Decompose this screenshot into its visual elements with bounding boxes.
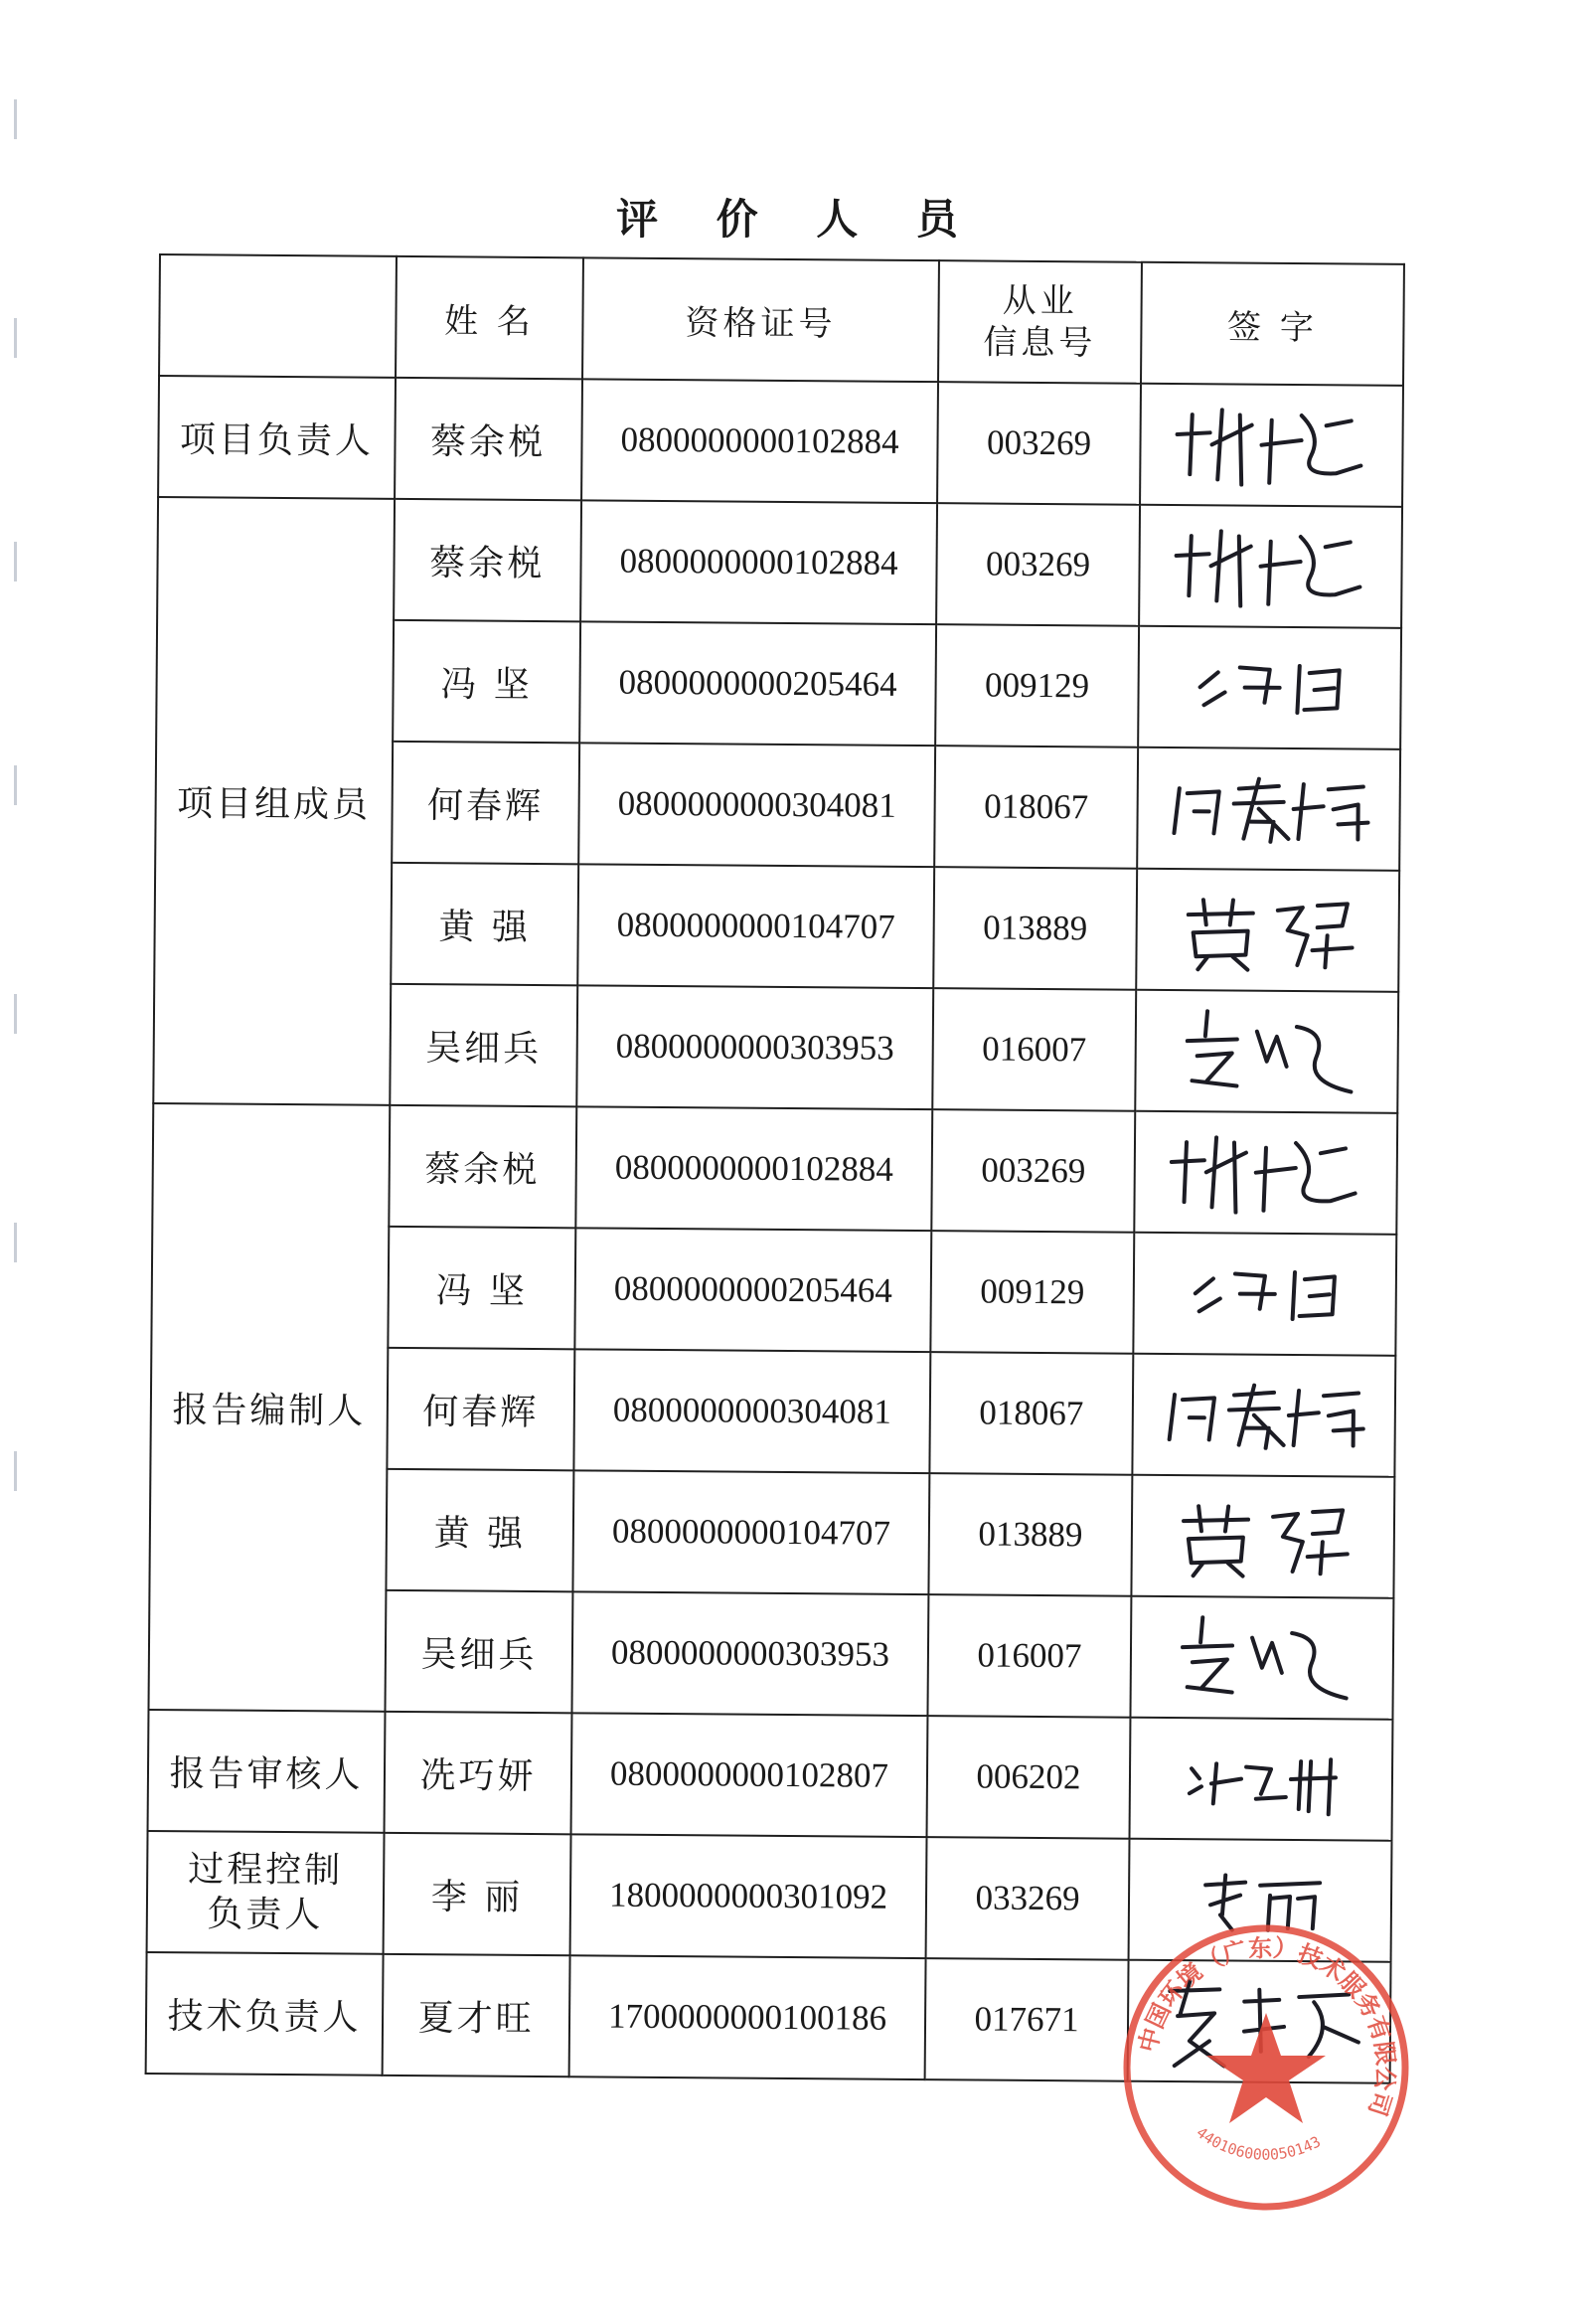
name-cell: 蔡余棁: [395, 378, 582, 500]
signature-cell: [1136, 869, 1399, 992]
signature-cell: [1139, 505, 1402, 628]
signature-huang: [1168, 885, 1367, 976]
info-cell: 013889: [928, 1473, 1132, 1596]
name-cell: 冯 坚: [388, 1227, 575, 1349]
info-cell: 018067: [934, 746, 1138, 869]
seal-ring-text: 中国环境（广东）技术服务有限公司: [1133, 1933, 1400, 2120]
certificate-cell: 0800000000102884: [580, 500, 937, 624]
signature-cell: [1133, 1233, 1396, 1356]
certificate-cell: 0800000000102884: [581, 379, 938, 503]
signature-cell: [1131, 1475, 1394, 1598]
certificate-cell: 1800000000301092: [570, 1834, 927, 1958]
header-signature: 签 字: [1141, 262, 1404, 386]
table-row: [152, 1103, 1397, 1235]
info-cell: 003269: [931, 1109, 1135, 1233]
signature-xian: [1162, 1739, 1361, 1820]
signature-cell: [1140, 384, 1403, 507]
info-cell: 016007: [927, 1594, 1131, 1718]
info-cell: 009129: [935, 624, 1139, 747]
signature-cai: [1156, 1122, 1375, 1224]
certificate-cell: 0800000000205464: [579, 621, 936, 746]
info-cell: 003269: [936, 503, 1140, 626]
certificate-cell: 0800000000303953: [576, 985, 933, 1109]
certificate-cell: 0800000000205464: [574, 1228, 931, 1352]
name-cell: 冼巧妍: [385, 1712, 572, 1834]
certificate-cell: 0800000000304081: [578, 743, 935, 867]
signature-cell: [1132, 1354, 1395, 1477]
signature-cell: [1138, 626, 1401, 749]
signature-cell: [1130, 1718, 1393, 1841]
info-cell: 018067: [929, 1352, 1133, 1475]
table-row: [148, 1710, 1393, 1841]
name-cell: 何春辉: [387, 1348, 574, 1470]
name-cell: 吴细兵: [385, 1590, 572, 1713]
info-cell: 017671: [925, 1958, 1129, 2081]
role-cell: 报告审核人: [148, 1710, 386, 1833]
signature-feng: [1170, 647, 1369, 729]
header-certificate: 资格证号: [582, 257, 939, 382]
info-cell: 016007: [932, 988, 1136, 1111]
table-header-row: [159, 254, 1404, 386]
role-cell: 技术负责人: [146, 1952, 384, 2075]
signature-he: [1155, 1370, 1374, 1461]
info-cell: 006202: [927, 1716, 1131, 1839]
name-cell: 蔡余棁: [394, 499, 581, 621]
signature-cell: [1134, 1111, 1397, 1235]
header-name: 姓 名: [396, 256, 583, 379]
name-cell: 黄 强: [386, 1469, 573, 1591]
certificate-cell: 0800000000102807: [571, 1713, 928, 1837]
personnel-table: [145, 253, 1405, 2084]
role-line1: 过程控制: [188, 1849, 344, 1892]
name-cell: 夏才旺: [383, 1954, 570, 2076]
signature-cell: [1130, 1596, 1393, 1720]
role-cell: 报告编制人: [148, 1103, 390, 1712]
info-cell: 009129: [930, 1231, 1134, 1354]
page-title: 评 价 人 员: [616, 195, 980, 244]
certificate-cell: 0800000000304081: [573, 1349, 930, 1473]
name-cell: 黄 强: [391, 863, 578, 985]
signature-wu: [1167, 1001, 1366, 1102]
header-info-line1: 从业: [1002, 280, 1078, 321]
certificate-cell: 0800000000104707: [577, 864, 934, 988]
role-cell: 项目负责人: [158, 376, 396, 499]
signature-cell: [1137, 747, 1400, 871]
name-cell: 蔡余棁: [389, 1105, 576, 1228]
name-cell: 何春辉: [392, 742, 579, 864]
personnel-table-container: [145, 253, 1405, 2084]
name-cell: 冯 坚: [393, 620, 580, 743]
role-line2: 负责人: [207, 1894, 324, 1936]
signature-cai: [1161, 516, 1380, 617]
header-role: [159, 254, 397, 378]
signature-huang: [1164, 1491, 1363, 1582]
info-cell: 003269: [937, 382, 1141, 505]
name-cell: 吴细兵: [390, 984, 577, 1106]
signature-cai: [1162, 395, 1381, 496]
company-seal: [1117, 1918, 1415, 2217]
table-row: [157, 497, 1402, 628]
seal-star-icon: [1206, 2013, 1326, 2123]
certificate-cell: 0800000000102884: [575, 1106, 932, 1231]
role-cell: [147, 1831, 385, 1954]
binding-margin-marks: [14, 99, 22, 1690]
signature-he: [1159, 763, 1378, 855]
header-info-line2: 信息号: [983, 322, 1097, 364]
certificate-cell: 0800000000303953: [571, 1591, 928, 1716]
table-row: [158, 376, 1403, 507]
seal-code: 440106000050143: [1193, 2123, 1324, 2164]
signature-cell: [1135, 990, 1398, 1113]
signature-feng: [1166, 1253, 1365, 1335]
name-cell: 李 丽: [384, 1833, 571, 1955]
signature-wu: [1163, 1607, 1362, 1709]
info-cell: 013889: [933, 867, 1137, 990]
info-cell: 033269: [926, 1837, 1130, 1960]
header-info: [938, 260, 1142, 384]
role-cell: 项目组成员: [153, 497, 395, 1105]
certificate-cell: 1700000000100186: [569, 1955, 926, 2079]
certificate-cell: 0800000000104707: [572, 1470, 929, 1594]
